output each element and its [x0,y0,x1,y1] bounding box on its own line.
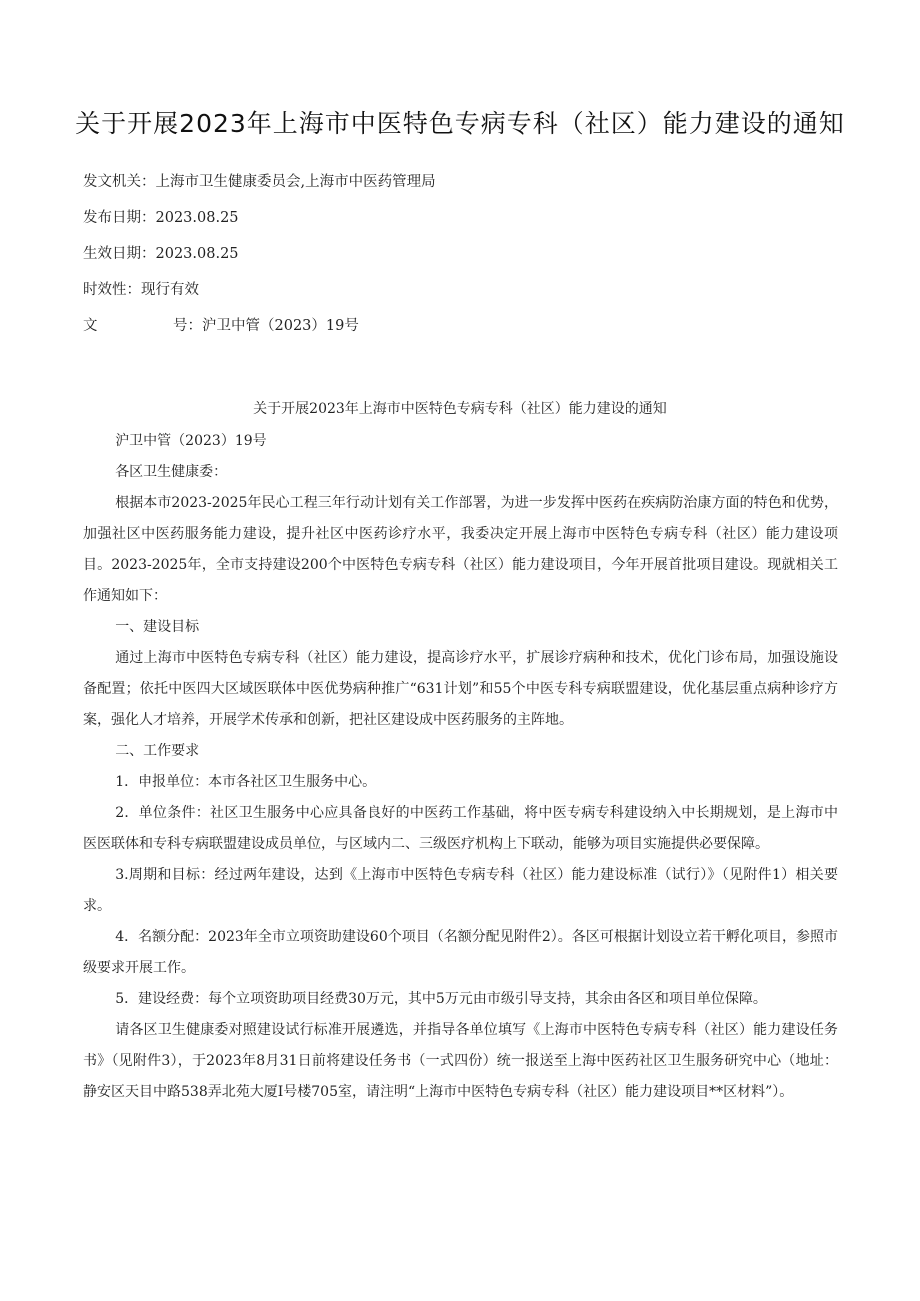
meta-effective-date [83,242,239,263]
section-heading: 二、工作要求 [115,743,200,759]
issuer-label: 发文机关： [83,174,156,190]
publish-date-label: 发布日期： [83,210,156,226]
section-heading: 一、建设目标 [115,619,200,635]
effective-date-value: 2023.08.25 [155,246,239,262]
docno-label-b: 号： [173,318,202,334]
body-paragraph: 根据本市2023-2025年民心工程三年行动计划有关工作部署，为进一步发挥中医药在疾病防治康方面的特色和优势，加强社区中医药服务能力建设，提升社区中医药诊疗水平，我委决定开展上海市中医特色专病专科（社区）能力建设项目。2023-2025年，全市支持建设200个中医特色专病专科（社区）能力建设项目，今年开展首批项目建设。现就相关工作通知如下： [83,495,838,604]
list-item: 4．名额分配：2023年全市立项资助建设60个项目（名额分配见附件2）。各区可根据计划设立若干孵化项目，参照市级要求开展工作。 [83,929,838,976]
body-paragraph: 各区卫生健康委： [115,464,228,480]
effective-date-label: 生效日期： [83,246,156,262]
publish-date-value: 2023.08.25 [155,210,239,226]
body-paragraph: 请各区卫生健康委对照建设试行标准开展遴选，并指导各单位填写《上海市中医特色专病专科（社区）能力建设任务书》（见附件3），于2023年8月31日前将建设任务书（一式四份）统一报送至上海中医药社区卫生服务研究中心（地址：静安区天目中路538弄北苑大厦I号楼705室，请注明“上海市中医特色专病专科（社区）能力建设项目**区材料”）。 [83,1022,838,1100]
body-paragraph: 通过上海市中医特色专病专科（社区）能力建设，提高诊疗水平，扩展诊疗病种和技术，优化门诊布局，加强设施设备配置；依托中医四大区域医联体中医优势病种推广“631计划”和55个中医专科专病联盟建设，优化基层重点病种诊疗方案，强化人才培养，开展学术传承和创新，把社区建设成中医药服务的主阵地。 [83,650,838,728]
validity-value: 现行有效 [141,282,199,298]
docno-label-a: 文 [83,318,98,334]
validity-label: 时效性： [83,282,141,298]
docno-value: 沪卫中管（2023）19号 [202,318,359,334]
body-subtitle: 关于开展2023年上海市中医特色专病专科（社区）能力建设的通知 [253,401,667,417]
body-paragraph: 沪卫中管（2023）19号 [115,433,267,449]
meta-validity [83,278,199,299]
list-item: 1．申报单位：本市各社区卫生服务中心。 [115,774,377,790]
list-item: 5．建设经费：每个立项资助项目经费30万元，其中5万元由市级引导支持，其余由各区和项目单位保障。 [115,991,767,1007]
meta-document-number [83,314,359,335]
issuer-value: 上海市卫生健康委员会,上海市中医药管理局 [155,174,436,190]
document-title: 关于开展2023年上海市中医特色专病专科（社区）能力建设的通知 [75,109,845,138]
document-body [83,426,838,1108]
meta-issuer [83,170,436,191]
meta-publish-date [83,206,239,227]
list-item: 2．单位条件：社区卫生服务中心应具备良好的中医药工作基础，将中医专病专科建设纳入中长期规划，是上海市中医医联体和专科专病联盟建设成员单位，与区域内二、三级医疗机构上下联动，能够为项目实施提供必要保障。 [83,805,838,852]
list-item: 3.周期和目标：经过两年建设，达到《上海市中医特色专病专科（社区）能力建设标准（试行）》（见附件1）相关要求。 [83,867,838,914]
